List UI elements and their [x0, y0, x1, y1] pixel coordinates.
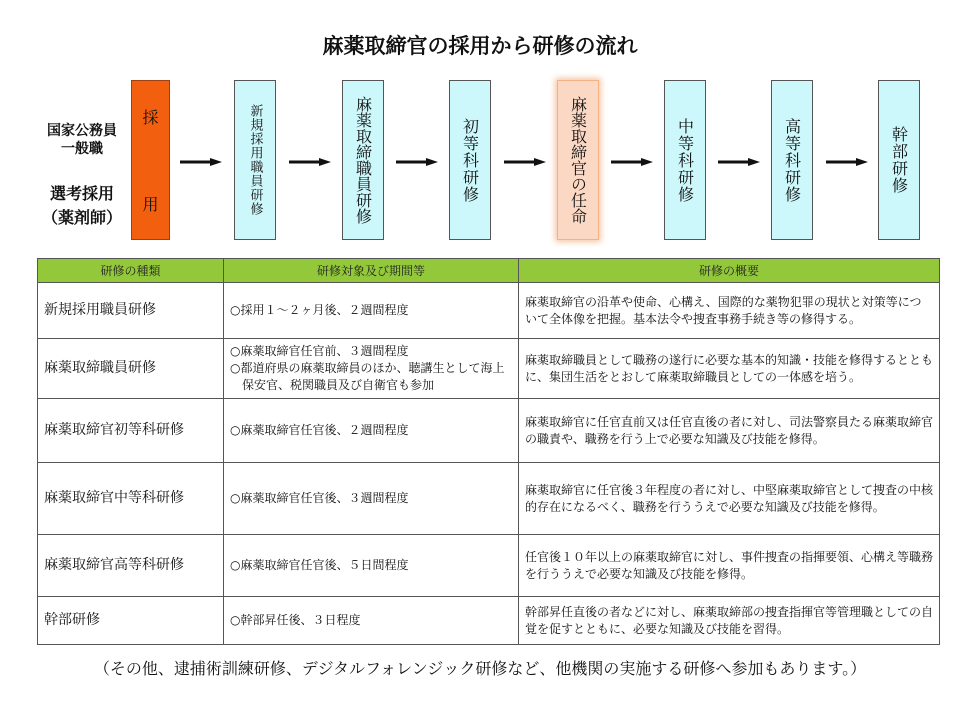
flow-step-executive-training: [878, 80, 920, 240]
summary-cell: 麻薬取締官に任官後３年程度の者に対し、中堅麻薬取締官として捜査の中核的存在になるべく、職務を行ううえで必要な知識及び技能を修得。: [519, 463, 940, 535]
recruitment-char-1: 採: [142, 108, 159, 127]
training-type-cell: 麻薬取締官初等科研修: [38, 399, 224, 463]
training-table: [37, 258, 940, 645]
target-period-cell: [224, 597, 519, 645]
header-target-period: 研修対象及び期間等: [224, 259, 519, 283]
selection-line-2: （薬剤師）: [41, 208, 122, 227]
selection-method-label: [36, 182, 128, 230]
flow-step-label: 初等科研修: [460, 117, 480, 203]
summary-cell: 麻薬取締職員として職務の遂行に必要な基本的知識・技能を修得するとともに、集団生活をとおして麻薬取締職員としての一体感を培う。: [519, 339, 940, 399]
target-period-cell: [224, 535, 519, 597]
right-arrow-icon: [611, 158, 653, 166]
flow-step-label: 新規採用職員研修: [247, 104, 263, 216]
right-arrow-icon: [826, 158, 868, 166]
employment-category-label: [36, 122, 128, 158]
flow-step-label: 高等科研修: [782, 117, 802, 203]
training-type-cell: 麻薬取締官中等科研修: [38, 463, 224, 535]
period-line: ○麻薬取締官任官前、３週間程度: [230, 344, 409, 358]
period-line: ○幹部昇任後、３日程度: [230, 613, 361, 627]
target-period-cell: [224, 283, 519, 339]
training-type-cell: 幹部研修: [38, 597, 224, 645]
header-training-type: 研修の種類: [38, 259, 224, 283]
category-line-1: 国家公務員: [47, 123, 117, 139]
training-type-cell: 新規採用職員研修: [38, 283, 224, 339]
table-row: [38, 399, 940, 463]
flow-step-narcotics-staff-training: [342, 80, 384, 240]
selection-line-1: 選考採用: [49, 184, 114, 203]
summary-cell: 麻薬取締官の沿革や使命、心構え、国際的な薬物犯罪の現状と対策等について全体像を把握。基本法令や捜査事務手続き等の修得する。: [519, 283, 940, 339]
flow-step-basic-course: [449, 80, 491, 240]
flow-step-label: 麻薬取締職員研修: [353, 96, 373, 224]
summary-cell: 任官後１０年以上の麻薬取締官に対し、事件捜査の指揮要領、心構え等職務を行ううえで必要な知識及び技能を修得。: [519, 535, 940, 597]
right-arrow-icon: [396, 158, 438, 166]
flow-step-new-staff-training: [234, 80, 276, 240]
right-arrow-icon: [289, 158, 331, 166]
training-type-cell: 麻薬取締官高等科研修: [38, 535, 224, 597]
table-row: [38, 339, 940, 399]
period-line: ○都道府県の麻薬取締員のほか、聴講生として海上保安官、税関職員及び自衛官も参加: [230, 361, 505, 392]
flow-step-label: 麻薬取締官の任命: [568, 96, 588, 224]
period-line: ○麻薬取締官任官後、２週間程度: [230, 423, 409, 437]
page-title: 麻薬取締官の採用から研修の流れ: [322, 34, 638, 58]
summary-cell: 麻薬取締官に任官直前又は任官直後の者に対し、司法警察員たる麻薬取締官の職責や、職務を行う上で必要な知識及び技能を修得。: [519, 399, 940, 463]
footnote: （その他、逮捕術訓練研修、デジタルフォレンジック研修など、他機関の実施する研修へ参加もあります。）: [93, 659, 867, 678]
target-period-cell: [224, 339, 519, 399]
flow-step-appointment: [557, 80, 599, 240]
target-period-cell: [224, 463, 519, 535]
flow-step-intermediate-course: [664, 80, 706, 240]
recruitment-label: [142, 105, 158, 215]
period-line: ○麻薬取締官任官後、５日間程度: [230, 558, 409, 572]
target-period-cell: [224, 399, 519, 463]
right-arrow-icon: [718, 158, 760, 166]
training-type-cell: 麻薬取締職員研修: [38, 339, 224, 399]
table-header-row: [38, 259, 940, 283]
header-summary: 研修の概要: [519, 259, 940, 283]
table-row: [38, 535, 940, 597]
right-arrow-icon: [180, 158, 222, 166]
flow-step-advanced-course: [771, 80, 813, 240]
period-line: ○採用１〜２ヶ月後、２週間程度: [230, 303, 409, 317]
flow-step-label: 幹部研修: [889, 126, 909, 194]
table-row: [38, 597, 940, 645]
summary-cell: 幹部昇任直後の者などに対し、麻薬取締部の捜査指揮官等管理職としての自覚を促すとともに、必要な知識及び技能を習得。: [519, 597, 940, 645]
flow-step-label: 中等科研修: [675, 117, 695, 203]
period-line: ○麻薬取締官任官後、３週間程度: [230, 491, 409, 505]
flow-step-recruitment: [131, 80, 170, 240]
table-row: [38, 283, 940, 339]
table-row: [38, 463, 940, 535]
recruitment-char-2: 用: [142, 195, 159, 214]
right-arrow-icon: [504, 158, 546, 166]
category-line-2: 一般職: [61, 141, 103, 157]
